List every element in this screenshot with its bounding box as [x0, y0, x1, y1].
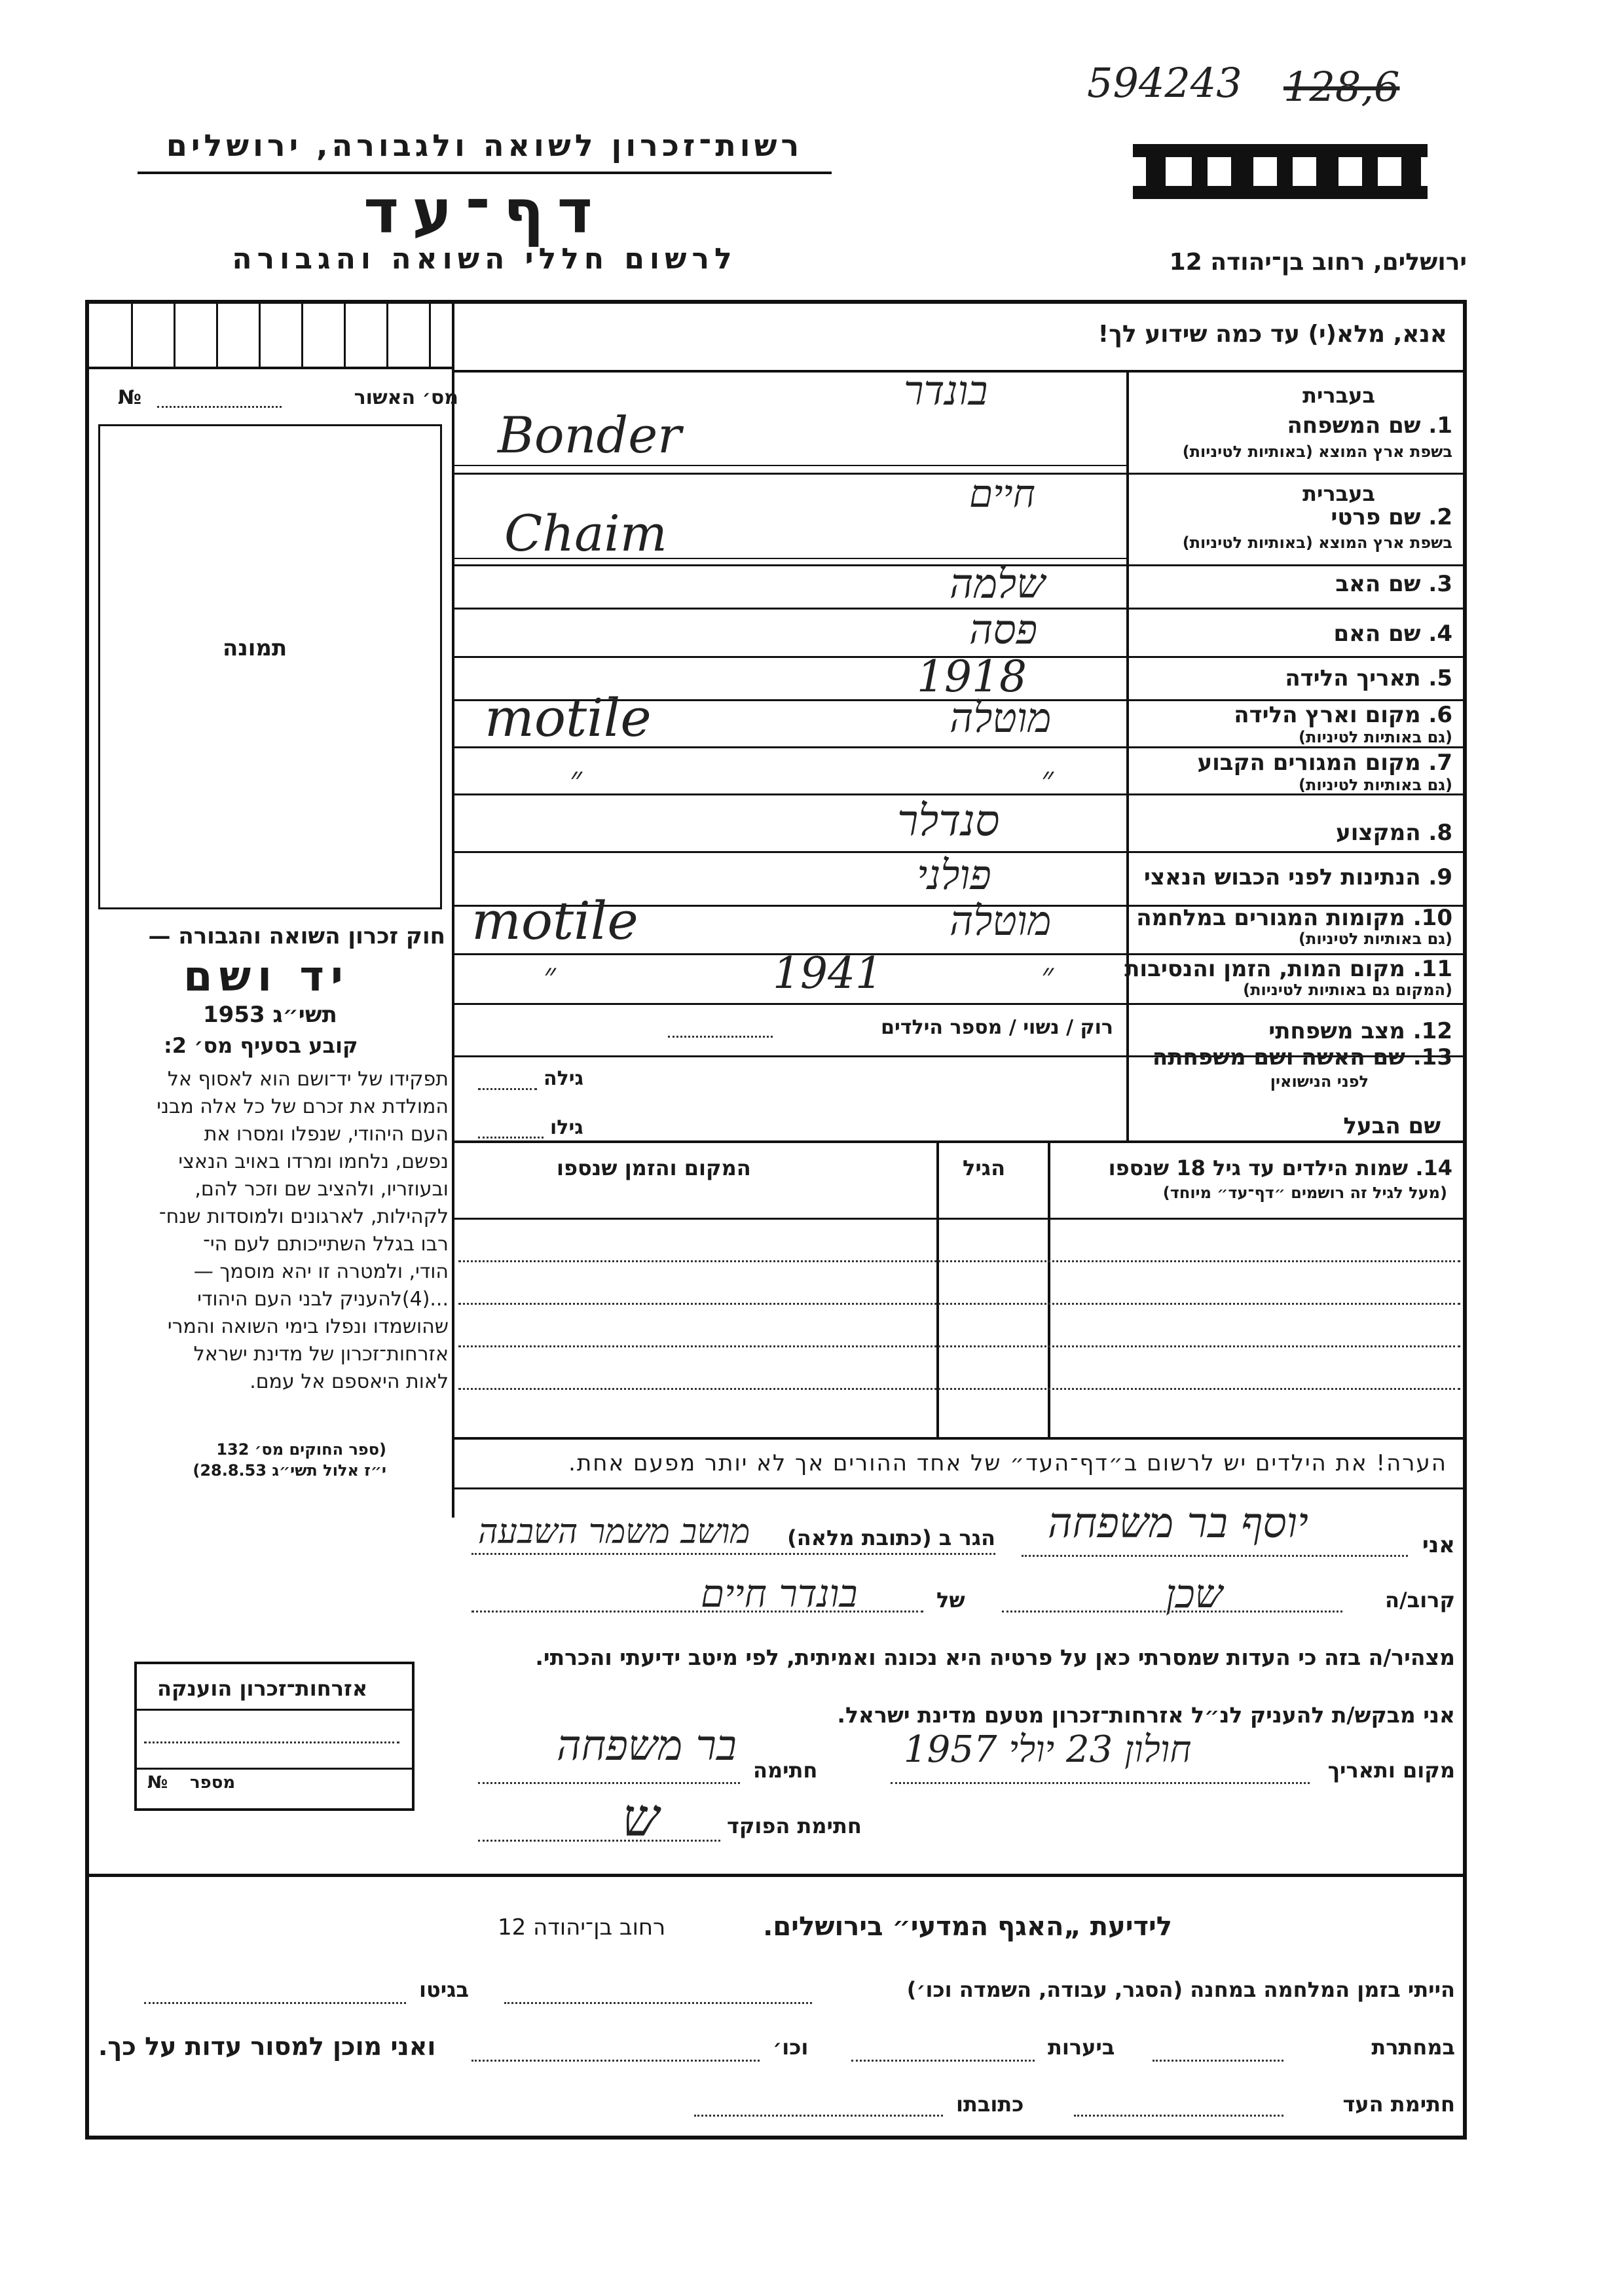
left-column-divider [452, 300, 454, 1518]
law-clause: קובע בסעיף מס׳ 2: [164, 1033, 358, 1058]
row-line [453, 1140, 1463, 1143]
field-8-label: 8. המקצוע [1336, 820, 1452, 846]
wife-age-field[interactable] [478, 1088, 537, 1090]
org-address: ירושלים, רחוב בן־יהודה 12 [1169, 249, 1467, 276]
row-line [453, 473, 1463, 475]
footer-underground-field[interactable] [1153, 2060, 1283, 2062]
field-7-sub: (גם באותיות לטיניות) [1299, 776, 1452, 794]
surname-hebrew-value[interactable]: בונדר [904, 367, 988, 414]
relation-field[interactable] [1002, 1611, 1342, 1613]
field-6-sub: (גם באותיות לטיניות) [1299, 728, 1452, 746]
footer-camp-label: הייתי בזמן המלחמה במחנה (הסגר, עבודה, השמדה וכו׳) [906, 1977, 1455, 2002]
residence-value[interactable]: ״ [570, 759, 582, 797]
box-divider [429, 304, 431, 367]
law-source-2: י״ז אלול תשי״ג 28.8.53) [193, 1461, 386, 1480]
address-label: הגר ב (כתובת מלאה) [787, 1525, 995, 1550]
husband-age-field[interactable] [478, 1137, 544, 1139]
place-date-field[interactable] [891, 1782, 1310, 1784]
relation-value[interactable]: שכן [1166, 1571, 1223, 1617]
row-line [453, 1003, 1463, 1005]
footer-willing-label: ואני מוכן למסור עדות על כך. [98, 2032, 436, 2061]
authority-name: רשות־זכרון לשואה ולגבורה, ירושלים [166, 128, 803, 163]
reference-crossed: 128,6 [1283, 63, 1400, 111]
children-count-field[interactable] [668, 1036, 773, 1038]
citizenship-title: אזרחות־זכרון הוענקה [157, 1676, 368, 1701]
officer-signature-field[interactable] [478, 1840, 720, 1842]
officer-signature-value[interactable]: ש [622, 1787, 659, 1848]
field-13-sub: לפני הנישואין [1270, 1072, 1369, 1091]
of-field[interactable] [471, 1611, 923, 1613]
field-6-label: 6. מקום וארץ הלידה [1234, 702, 1452, 728]
place-date-label: מקום ותאריך [1327, 1758, 1455, 1783]
frame-right [1463, 300, 1467, 2140]
children-label: 14. שמות הילדים עד גיל 18 שנספו [1108, 1156, 1452, 1180]
field-3-label: 3. שם האב [1335, 571, 1452, 597]
photo-label[interactable]: תמונה [223, 635, 287, 661]
photo-box-right [440, 424, 442, 909]
form-instruction: אנא, מלא(י) עד כמה שידוע לך! [1098, 321, 1447, 348]
row-line [453, 953, 1463, 955]
children-row[interactable] [458, 1260, 1460, 1262]
field-13-label: 13. שם האשה ושם משפחתה [1152, 1044, 1452, 1070]
footer-underground-label: במחתרת [1371, 2035, 1455, 2060]
field-11-label: 11. מקום המות, הזמן והנסיבות [1124, 956, 1452, 982]
declaration-request: אני מבקש/ת להעניק לנ״ל אזרחות־זכרון מטעם מדינת ישראל. [837, 1702, 1455, 1728]
footer-etc-label: וכו׳ [773, 2035, 809, 2060]
law-name: יד ושם [183, 953, 350, 1001]
citizenship-before-value[interactable]: פולני [917, 851, 991, 899]
children-sub: (מעל לגיל זה רושמים ״דף־עד״ מיוחד) [1162, 1184, 1447, 1202]
declaration-statement: מצהיר/ה בזה כי העדות שמסרתי כאן על פרטיה היא נכונה ואמיתית, לפי מיטב ידיעתי והכרתי. [535, 1645, 1455, 1670]
signature-label: חתימה [753, 1758, 818, 1783]
residence-value-2[interactable]: ״ [1041, 759, 1054, 797]
field-7-label: 7. מקום המגורים הקבוע [1197, 750, 1452, 776]
officer-signature-label: חתימת הפוקד [727, 1813, 862, 1838]
father-name-value[interactable]: שלמה [950, 560, 1045, 608]
children-col-divider [1048, 1143, 1050, 1438]
children-note: הערה! את הילדים יש לרשום ב״דף־העד״ של אחד ההורים אך לא יותר מפעם אחת. [568, 1450, 1447, 1476]
children-age-header: הגיל [963, 1156, 1006, 1180]
wartime-residence-hebrew-value[interactable]: מוטלה [950, 897, 1052, 945]
footer-camp-field[interactable] [504, 2002, 812, 2004]
box-divider [259, 304, 261, 367]
profession-value[interactable]: סנדלר [897, 795, 1000, 846]
citizenship-title-line [134, 1709, 415, 1711]
box-divider [344, 304, 346, 367]
field-11-sub: (המקום גם באותיות לטיניות) [1243, 981, 1452, 999]
declarant-name-value[interactable]: יוסף בר משפחה [1048, 1499, 1308, 1548]
children-place-header: המקום והזמן שנספו [557, 1156, 751, 1180]
children-col-divider [936, 1143, 939, 1438]
birth-place-latin-value[interactable]: motile [485, 687, 652, 748]
field-4-label: 4. שם האם [1333, 621, 1452, 647]
reference-number: 594243 [1087, 59, 1242, 107]
children-row[interactable] [458, 1303, 1460, 1305]
declarant-label: אני [1422, 1532, 1455, 1558]
children-header-line [453, 1218, 1463, 1220]
footer-title: לידיעת „האגף המדעי״ בירושלים. [763, 1912, 1172, 1942]
field-10-label: 10. מקומות המגורים במלחמה [1136, 905, 1452, 931]
field-1-label: 1. שם המשפחה [1287, 412, 1452, 439]
children-table-bottom [453, 1437, 1463, 1440]
footer-witness-address-field[interactable] [694, 2115, 943, 2117]
law-year: תשי״ג 1953 [203, 1002, 337, 1028]
approval-number-field[interactable] [157, 406, 282, 408]
footer-address: רחוב בן־יהודה 12 [498, 1914, 666, 1941]
footer-witness-signature-label: חתימת העד [1342, 2092, 1455, 2117]
frame-bottom [85, 2136, 1467, 2140]
photo-box-left [98, 424, 100, 909]
law-body: תפקידו של יד־ושם הוא לאסוף אל המולדת את זכרם של כל אלה מבני העם היהודי, שנפלו ומסרו את נפשם, נלחמו ומרדו באויב הנאצי ובעוזריו, ולהציב שם וזכר להם, לקהילות, לארגונים ולמוסדות שנח־ רבו בגלל השתייכותם לעם הי־ הודי, ולמטרה זו יהא מוסמך — ...(4)להעניק לבני העם היהודי שהושמדו ונפלו בימי השואה והמרי אזרחות־זכרון של מדינת ישראל לאות היאספם אל עמם. [157, 1068, 449, 1393]
footer-ghetto-field[interactable] [144, 2002, 406, 2004]
citizenship-number-line [134, 1768, 415, 1770]
death-year-value[interactable]: 1941 [773, 948, 883, 998]
law-source-1: (ספר החוקים מס׳ 132 [216, 1440, 386, 1459]
signature-field[interactable] [478, 1782, 740, 1784]
frame-top [85, 300, 1467, 304]
boxes-row-bottom [89, 367, 453, 369]
field-2-sub: בשפת ארץ המוצא (באותיות לטיניות) [1182, 534, 1452, 552]
mother-name-value[interactable]: פסה [969, 606, 1038, 653]
field-2-label: 2. שם פרטי [1331, 504, 1452, 530]
frame-left [85, 300, 89, 2140]
field-9-label: 9. הנתינות לפני הכבוש הנאצי [1143, 864, 1452, 890]
birth-date-value[interactable]: 1918 [917, 651, 1027, 702]
form-title: דף־עד [363, 177, 606, 247]
citizenship-number-label: מספר [190, 1773, 236, 1793]
field-2-heb-label: בעברית [1302, 481, 1375, 506]
row-line [453, 465, 1128, 466]
of-value[interactable]: בונדר חיים [701, 1571, 858, 1616]
children-row[interactable] [458, 1345, 1460, 1347]
declarant-name-field[interactable] [1022, 1555, 1408, 1557]
firstname-latin-value[interactable]: Chaim [504, 504, 667, 562]
photo-box-top [98, 424, 442, 426]
box-divider [174, 304, 175, 367]
relative-label: קרוב/ה [1385, 1588, 1455, 1613]
approval-number-sign: № [118, 386, 142, 409]
footer-forests-field[interactable] [851, 2060, 1035, 2062]
citizenship-number-sign: № [147, 1773, 168, 1793]
footer-etc-field[interactable] [471, 2060, 760, 2062]
firstname-hebrew-value[interactable]: חיים [969, 471, 1035, 516]
place-date-value[interactable]: חולון 23 יולי 1957 [904, 1728, 1192, 1771]
citizenship-line[interactable] [144, 1741, 399, 1743]
form-subtitle: לרשום חללי השואה והגבורה [232, 242, 737, 276]
box-divider [386, 304, 388, 367]
field-5-label: 5. תאריך הלידה [1285, 665, 1452, 691]
children-row[interactable] [458, 1388, 1460, 1390]
birth-place-hebrew-value[interactable]: מוטלה [950, 694, 1052, 742]
field-10-sub: (גם באותיות לטיניות) [1299, 930, 1452, 948]
husband-label: שם הבעל [1343, 1113, 1441, 1139]
of-label: של [936, 1588, 965, 1613]
authority-underline [138, 172, 832, 174]
box-divider [216, 304, 218, 367]
wife-age-label: גילה [544, 1067, 583, 1090]
address-value[interactable]: מושב משמר השבעה [478, 1512, 750, 1552]
footer-witness-address-label: כתובתו [956, 2092, 1024, 2117]
field-1-sub: בשפת ארץ המוצא (באותיות לטיניות) [1182, 443, 1452, 461]
address-field[interactable] [471, 1553, 995, 1555]
marital-status-options[interactable]: רוק / נשוי / מספר הילדים [881, 1016, 1113, 1039]
law-header: חוק זכרון השואה והגבורה — [148, 923, 445, 949]
yad-vashem-logo [1126, 131, 1434, 210]
surname-latin-value[interactable]: Bonder [498, 406, 682, 464]
signature-value[interactable]: בר משפחה [557, 1722, 737, 1770]
death-circumstances-value[interactable]: ״ [1041, 956, 1054, 994]
box-divider [301, 304, 303, 367]
footer-separator [89, 1874, 1463, 1877]
box-divider [131, 304, 133, 367]
field-1-heb-label: בעברית [1302, 383, 1375, 408]
label-column-divider [1126, 370, 1129, 1142]
photo-box-bottom [98, 907, 442, 909]
footer-forests-label: ביערות [1048, 2035, 1115, 2060]
field-12-label: 12. מצב משפחתי [1268, 1018, 1452, 1044]
note-underline [453, 1487, 1463, 1489]
footer-ghetto-label: בגיטו [419, 1977, 469, 2002]
wartime-residence-latin-value[interactable]: motile [471, 890, 638, 951]
footer-witness-signature-field[interactable] [1074, 2115, 1283, 2117]
husband-age-label: גילו [550, 1116, 583, 1139]
approval-number-label: מס׳ האשור [354, 386, 458, 409]
death-place-value[interactable]: ״ [544, 956, 556, 994]
